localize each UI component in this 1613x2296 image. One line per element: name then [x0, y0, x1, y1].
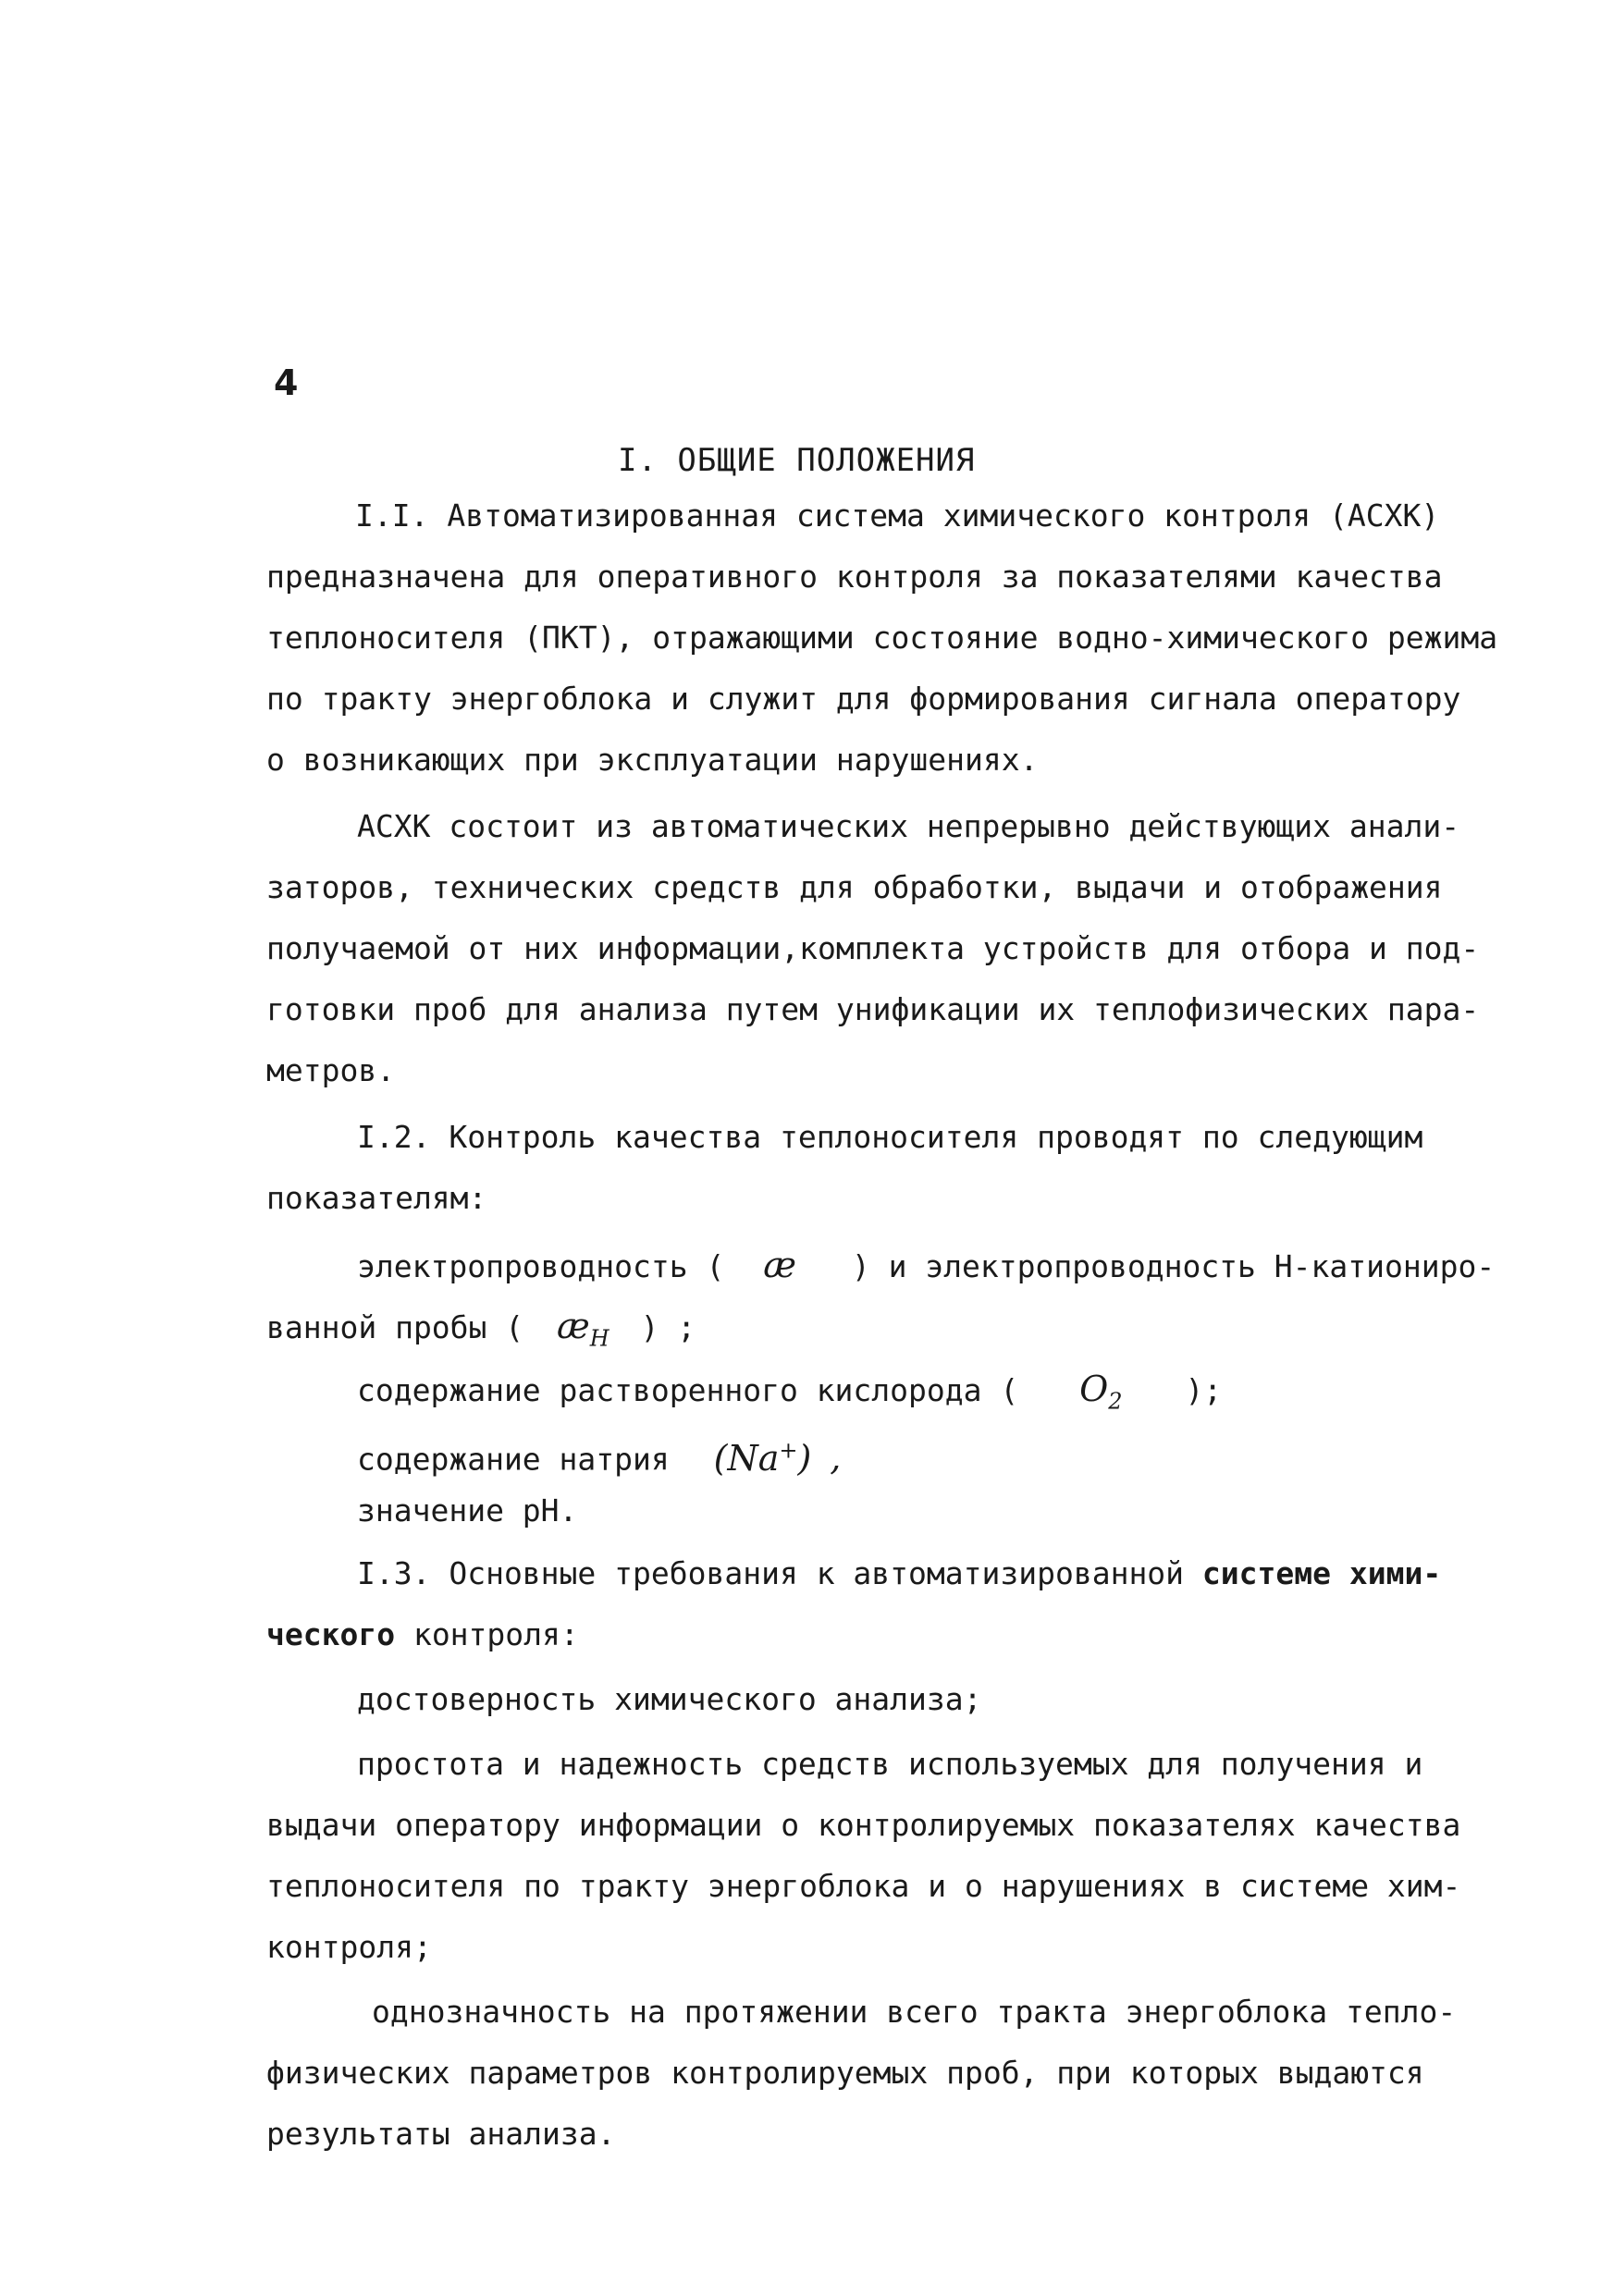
paragraph-1-3-line-8: однозначность на протяжении всего тракта энергоблока тепло- [372, 1994, 1457, 2030]
list-item-text: содержание натрия [357, 1441, 670, 1478]
sodium-glyph: (Na [713, 1437, 780, 1479]
paragraph-1-1-line-1: I.I. Автоматизированная система химического контроля (АСХК) [355, 497, 1440, 534]
paragraph-1-1-line-4: по тракту энергоблока и служит для формирования сигнала оператору [266, 681, 1461, 717]
paragraph-1-3-line-1 [357, 1555, 1441, 1592]
kappa-symbol: æ [763, 1245, 796, 1285]
paragraph-1-3-line-6: теплоносителя по тракту энергоблока и о нарушениях в системе хим- [266, 1868, 1461, 1904]
paragraph-1-3-line-4: простота и надежность средств используемых для получения и [357, 1746, 1423, 1782]
paragraph-asxk-line-2: заторов, технических средств для обработки, выдачи и отображения [266, 869, 1443, 905]
section-heading: I. ОБЩИЕ ПОЛОЖЕНИЯ [618, 442, 976, 479]
paragraph-1-3-line-7: контроля; [266, 1929, 432, 1965]
paragraph-1-3-line-9: физических параметров контролируемых проб, при которых выдаются [266, 2055, 1424, 2091]
paragraph-asxk-line-4: готовки проб для анализа путем унификации их теплофизических пара- [266, 991, 1480, 1027]
list-item-text: электропроводность ( [357, 1248, 725, 1284]
paragraph-text-bold: системе хими- [1201, 1555, 1442, 1591]
paragraph-1-1-line-2: предназначена для оперативного контроля за показателями качества [266, 559, 1443, 595]
kappa-glyph: æ [557, 1306, 590, 1346]
paragraph-asxk-line-5: метров. [266, 1052, 396, 1088]
oxygen-glyph: O [1079, 1369, 1109, 1409]
oxygen-subscript: 2 [1108, 1388, 1123, 1415]
list-item-text: ) ; [640, 1309, 696, 1345]
list-item-text: ванной пробы ( [266, 1309, 524, 1345]
list-item-conductivity [357, 1246, 1495, 1285]
paragraph-1-2-line-2: показателям: [266, 1180, 487, 1216]
list-item-conductivity-cont [266, 1308, 696, 1357]
list-item-comma: , [830, 1437, 842, 1479]
kappa-h-symbol [557, 1306, 609, 1352]
paragraph-1-1-line-3: теплоносителя (ПКТ), отражающими состояние водно-химического режима [266, 620, 1498, 656]
paragraph-text: контроля: [395, 1616, 579, 1652]
paragraph-asxk-line-1: АСХК состоит из автоматических непрерывно действующих анали- [357, 808, 1460, 844]
sodium-superscript: + [779, 1437, 798, 1463]
paragraph-1-2-line-1: I.2. Контроль качества теплоносителя проводят по следующим [357, 1119, 1423, 1155]
list-item-text: содержание растворенного кислорода ( [357, 1372, 1019, 1408]
paragraph-text-bold: ческого [266, 1616, 396, 1652]
page-number: 4 [274, 362, 299, 403]
paragraph-1-3-line-10: результаты анализа. [266, 2116, 616, 2152]
sodium-symbol [714, 1438, 812, 1479]
oxygen-symbol [1079, 1369, 1123, 1415]
paragraph-1-3-line-3: достоверность химического анализа; [357, 1681, 982, 1717]
list-item-oxygen [357, 1370, 1222, 1420]
paragraph-1-1-line-5: о возникающих при эксплуатации нарушениях. [266, 742, 1039, 778]
list-item-text: ) и электропроводность Н-катиониро- [851, 1248, 1496, 1284]
paragraph-asxk-line-3: получаемой от них информации,комплекта устройств для отбора и под- [266, 930, 1480, 966]
list-item-ph: значение pH. [357, 1492, 578, 1529]
list-item-sodium [357, 1431, 841, 1479]
paragraph-1-3-line-5: выдачи оператору информации о контролируемых показателях качества [266, 1807, 1461, 1843]
list-item-text: ); [1185, 1372, 1223, 1408]
paragraph-1-3-line-2 [266, 1616, 579, 1653]
sodium-paren: ) [797, 1437, 812, 1479]
paragraph-text: I.3. Основные требования к автоматизированной [357, 1555, 1202, 1591]
kappa-subscript: H [589, 1325, 609, 1352]
